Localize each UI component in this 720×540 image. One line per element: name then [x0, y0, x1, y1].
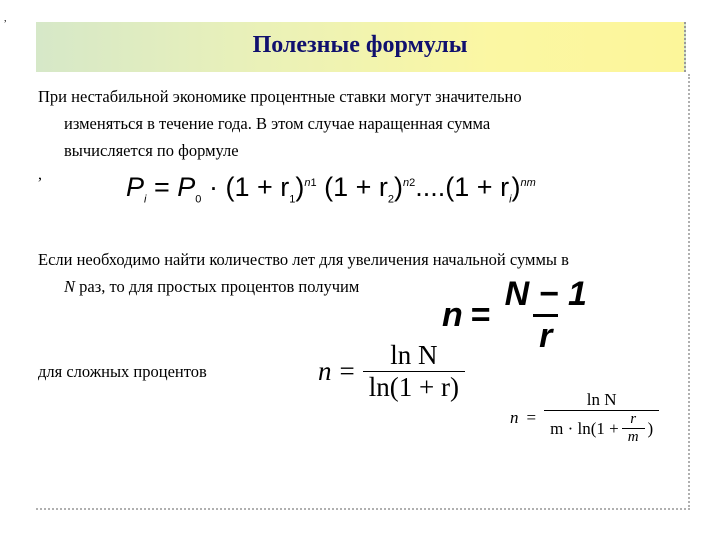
paragraph-intro-line-1: При нестабильной экономике процентные ставки могут значительно [38, 87, 522, 106]
formula-compound-interest: n = $\frac{\text{ln N}}{\ln(1 + r)}$ [318, 340, 465, 403]
paragraph-intro-line-2: изменяться в течение года. В этом случае наращенная сумма [64, 114, 491, 133]
paragraph-intro-line-3: вычисляется по формуле [64, 141, 239, 160]
stray-comma: , [38, 166, 42, 183]
formula-simple-interest: n = $\frac{N - 1}{r}$ [442, 275, 587, 355]
paragraph-years-line-2: N раз, то для простых процентов получим [64, 277, 360, 296]
paragraph-years-line-1: Если необходимо найти количество лет для увеличения начальной суммы в [38, 250, 569, 269]
title-banner [36, 22, 686, 72]
formula-compound-growth: $P_i = P_0 \cdot (1 + r_1)^{n1}$ $(1 + r_2)^{n2}....(1 + r_i)^{nm}$ [126, 172, 536, 206]
paragraph-compound: для сложных процентов [38, 362, 207, 381]
page-title: Полезные формулы [252, 32, 468, 58]
paragraph-years [38, 246, 698, 300]
paragraph-intro [38, 83, 638, 164]
corner-mark: , [4, 13, 7, 24]
formula-compound-interest-m: n = ln N m · ln(1 + $\frac{r}{m}$ ) [510, 390, 659, 446]
